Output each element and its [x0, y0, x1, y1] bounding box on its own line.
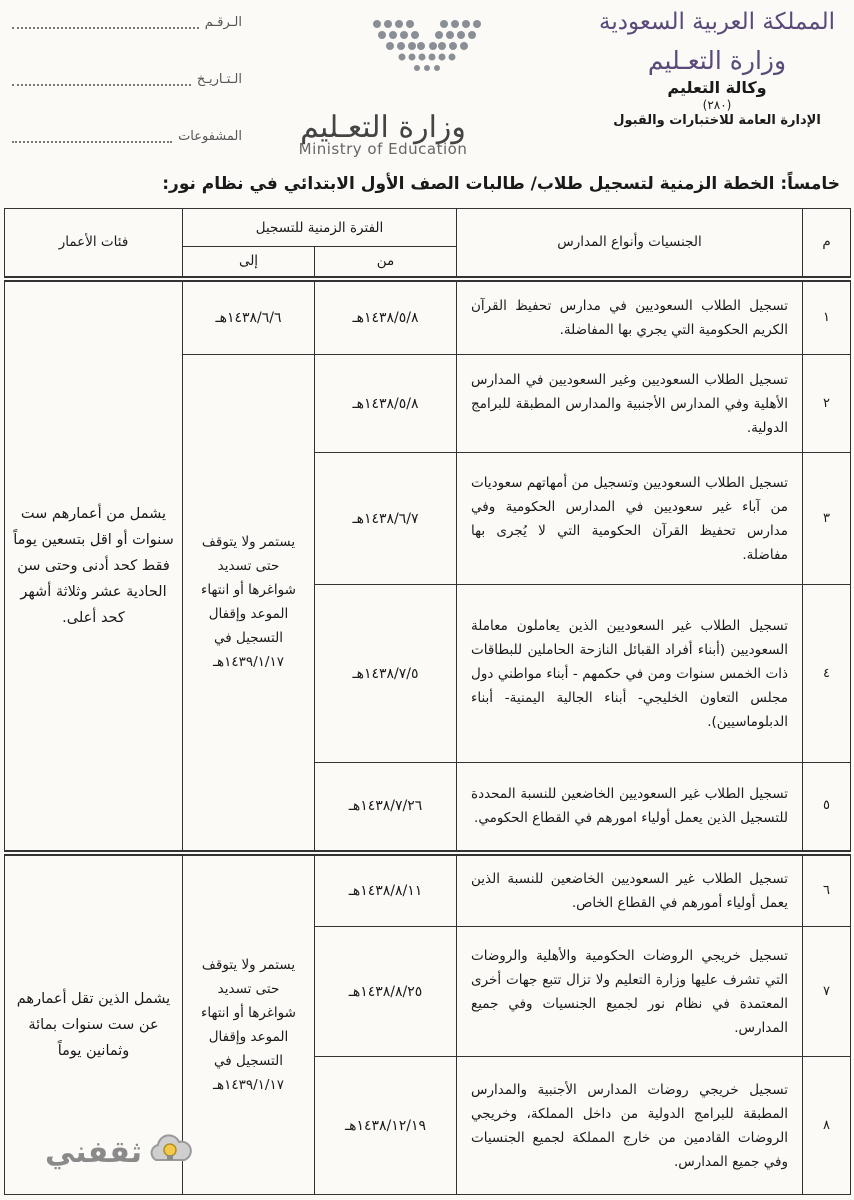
row-from-date: ١٤٣٨/٦/٧هـ [315, 453, 457, 585]
row-from-date: ١٤٣٨/٧/٢٦هـ [315, 763, 457, 853]
office-code: (٢٨٠) [702, 98, 732, 112]
attachments-field [12, 122, 242, 150]
site-watermark [12, 1122, 192, 1182]
table-header-row [5, 209, 851, 247]
agency-name: وكالة التعليم [667, 78, 767, 97]
number-dotted-line [12, 15, 199, 29]
row-number: ٦ [803, 853, 851, 927]
row-from-date: ١٤٣٨/٨/٢٥هـ [315, 927, 457, 1057]
row-description: تسجيل الطلاب غير السعوديين الذين يعاملون معاملة السعوديين (أبناء أفراد القبائل النازحة الحاملين للبطاقات ذات الخمس سنوات ومن في حكمهم - أبناء مواطني دول مجلس التعاون الخليجي- أبناء الجالية اليمنية- أبناء الدبلوماسيين). [457, 585, 803, 763]
row-description: تسجيل الطلاب غير السعوديين الخاضعين للنسبة الذين يعمل أولياء أمورهم في القطاع الخاص. [457, 853, 803, 927]
row-description: تسجيل الطلاب غير السعوديين الخاضعين للنسبة المحددة للتسجيل الذين يعمل أولياء امورهم في القطاع الحكومي. [457, 763, 803, 853]
header-ages: فئات الأعمار [5, 209, 183, 279]
header-to: إلى [183, 247, 315, 279]
department-name: الإدارة العامة للاختبارات والقبول [613, 113, 821, 128]
row-from-date: ١٤٣٨/٧/٥هـ [315, 585, 457, 763]
row-number: ٨ [803, 1057, 851, 1195]
header-period: الفترة الزمنية للتسجيل [183, 209, 457, 247]
date-label: الـتـاريـخ [196, 71, 242, 87]
header-categories: الجنسيات وأنواع المدارس [457, 209, 803, 279]
row-description: تسجيل خريجي روضات المدارس الأجنبية والمدارس المطبقة للبرامج الدولية من داخل المملكة، وخريجي الروضات القادمين من خارج المملكة لجميع الجنسيات وفي جميع المدارس. [457, 1057, 803, 1195]
letter-fields [12, 8, 242, 179]
row-to-date: ١٤٣٨/٦/٦هـ [183, 279, 315, 355]
table-row [5, 279, 851, 355]
row-from-date: ١٤٣٨/١٢/١٩هـ [315, 1057, 457, 1195]
table-row [5, 853, 851, 927]
age-group-1: يشمل من أعمارهم ست سنوات أو اقل بتسعين يوماً فقط كحد أدنى وحتى سن الحادية عشر وثلاثة أشهر كحد أعلى. [5, 279, 183, 853]
logo-arabic-text: وزارة التعـليم [300, 110, 466, 145]
letterhead-right [592, 6, 842, 130]
registration-schedule-table [4, 208, 851, 1195]
date-field [12, 65, 242, 93]
row-description: تسجيل الطلاب السعوديين في مدارس تحفيظ القرآن الكريم الحكومية التي يجري بها المفاضلة. [457, 279, 803, 355]
row-number: ٧ [803, 927, 851, 1057]
attachments-dotted-line [12, 129, 172, 143]
number-label: الـرقـم [204, 14, 242, 30]
date-dotted-line [12, 72, 191, 86]
row-number: ١ [803, 279, 851, 355]
ministry-logo [286, 18, 480, 160]
logo-english-text: Ministry of Education [298, 140, 468, 158]
row-number: ٢ [803, 355, 851, 453]
header-from: من [315, 247, 457, 279]
watermark-text: ثقفني [44, 1134, 142, 1170]
section-title: خامساً: الخطة الزمنية لتسجيل طلاب/ طالبات الصف الأول الابتدائي في نظام نور: [162, 174, 840, 194]
row-from-date: ١٤٣٨/٨/١١هـ [315, 853, 457, 927]
number-field [12, 8, 242, 36]
to-period-group-2: يستمر ولا يتوقف حتى تسديد شواغرها أو انتهاء الموعد وإقفال التسجيل في ١٤٣٩/١/١٧هـ [183, 853, 315, 1195]
row-number: ٤ [803, 585, 851, 763]
row-description: تسجيل خريجي الروضات الحكومية والأهلية والروضات التي تشرف عليها وزارة التعليم ولا تزال تتبع جهات أخرى المعتمدة في نظام نور لجميع الجنسيات وفي جميع المدارس. [457, 927, 803, 1057]
to-period-group-1: يستمر ولا يتوقف حتى تسديد شواغرها أو انتهاء الموعد وإقفال التسجيل في ١٤٣٩/١/١٧هـ [183, 355, 315, 853]
row-number: ٣ [803, 453, 851, 585]
ministry-logo-dots-icon [372, 18, 482, 78]
header-num: م [803, 209, 851, 279]
ministry-name: وزارة التعـليم [647, 46, 787, 75]
row-description: تسجيل الطلاب السعوديين وغير السعوديين في المدارس الأهلية وفي المدارس الأجنبية والمدارس المطبقة للبرامج الدولية. [457, 355, 803, 453]
row-from-date: ١٤٣٨/٥/٨هـ [315, 279, 457, 355]
lightbulb-cloud-icon [148, 1130, 192, 1174]
row-description: تسجيل الطلاب السعوديين وتسجيل من أمهاتهم سعوديات من آباء غير سعوديين في المدارس الحكومية وفي مدارس تحفيظ القرآن الحكومية التي لا يُجرى بها مفاضلة. [457, 453, 803, 585]
attachments-label: المشفوعات [178, 128, 242, 144]
row-number: ٥ [803, 763, 851, 853]
kingdom-name: المملكة العربية السعودية [599, 9, 835, 35]
age-group-2: يشمل الذين تقل أعمارهم عن ست سنوات بمائة وثمانين يوماً [5, 853, 183, 1195]
row-from-date: ١٤٣٨/٥/٨هـ [315, 355, 457, 453]
